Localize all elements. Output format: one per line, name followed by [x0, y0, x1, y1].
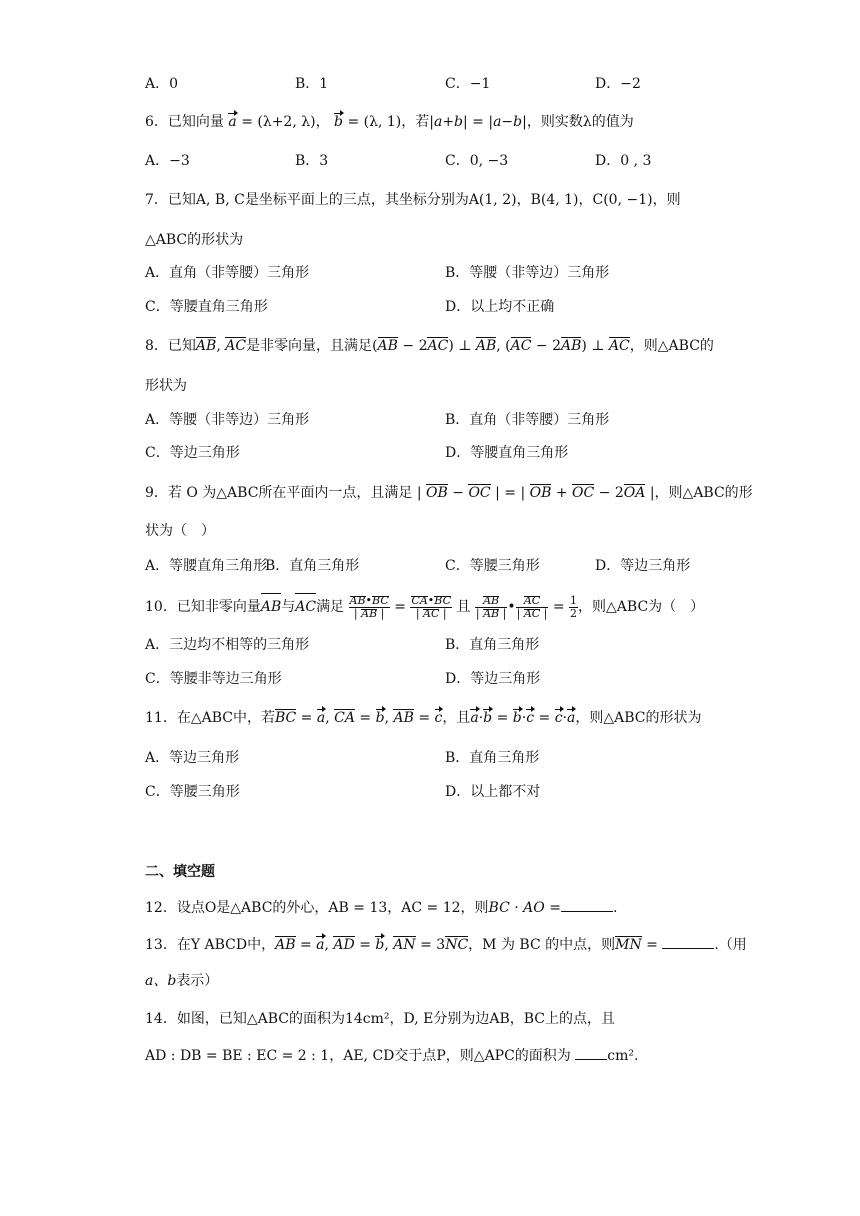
q7-stem-2: △ABC的形状为 [145, 232, 244, 248]
vector-oa: OA [623, 485, 646, 501]
q5-option-b: B．1 [295, 76, 329, 92]
q10-options-row1 [145, 635, 745, 655]
vector-ab: AB [275, 937, 296, 953]
vector-bc: BC [274, 710, 297, 726]
q6-vector-b-value: = (λ, 1) [347, 114, 402, 130]
answer-blank[interactable] [575, 1045, 607, 1060]
q8-option-d: D．等腰直角三角形 [445, 445, 569, 461]
q10-option-b: B．直角三角形 [445, 637, 540, 653]
q7-option-c: C．等腰直角三角形 [145, 299, 268, 315]
q7-options-row2 [145, 297, 745, 317]
q10-stem-text-2: 与 [281, 599, 296, 615]
q13-stem-2 [145, 971, 218, 991]
q10-option-c: C．等腰非等边三角形 [145, 671, 282, 687]
q13-vectors: a、b [145, 973, 177, 989]
vector-ac: AC [295, 592, 316, 622]
vector-oc: OC [572, 485, 595, 501]
q14-stem-end: cm². [607, 1048, 639, 1064]
q8-stem: 8．已知AB, AC是非零向量，且满足(AB − 2AC) ⊥ AB, (AC − 2AB) ⊥ AC，则△ABC的 [145, 338, 714, 354]
q6-option-b: B．3 [295, 153, 329, 169]
q7-option-d: D．以上均不正确 [445, 299, 555, 315]
q12-stem-text: 12．设点O是△ABC的外心，AB = 13，AC = 12，则 [145, 900, 489, 916]
q6-options [145, 151, 745, 171]
vector-ob: OB [426, 485, 448, 501]
q8-stem-text-2: 是非零向量，且满足 [246, 338, 373, 354]
vector-nc: NC [445, 937, 469, 953]
q13-stem-text-2: ，M 为 BC 的中点，则 [468, 937, 616, 953]
q13-stem: 13．在Y ABCD中，AB = a, AD = b, AN = 3NC，M 为 BC 的中点，则MN = .（用 [145, 934, 747, 955]
q8-stem-2: 形状为 [145, 378, 187, 394]
q8-option-b: B．直角（非等腰）三角形 [445, 412, 610, 428]
vector-ad: AD [333, 937, 355, 953]
q7-options-row1 [145, 263, 745, 283]
q14-stem-2 [145, 1045, 638, 1066]
vector-ac: AC [608, 338, 630, 354]
vector-ab: AB [561, 338, 582, 354]
q12-stem [145, 897, 617, 918]
q9-options [145, 556, 745, 576]
q11-options-row1 [145, 748, 745, 768]
q9-option-a: A．等腰直角三角形 [145, 558, 268, 574]
vector-ac: AC [510, 338, 532, 354]
q6-condition: |a+b| = |a−b| [429, 114, 527, 130]
q6-vector-a-value: = (λ+2, λ) [241, 114, 316, 130]
vector-c: c [434, 710, 443, 726]
answer-blank[interactable] [662, 934, 714, 949]
q10-options-row2 [145, 669, 745, 689]
q6-stem-text: 6．已知向量 [145, 114, 224, 130]
vector-ab: AB [261, 592, 281, 622]
fraction-3: $\frac{AB}{| AB |}$ [475, 593, 507, 620]
q9-stem-text-2: ，则△ABC的形 [654, 485, 753, 501]
q10-stem-text: 10．已知非零向量 [145, 599, 261, 615]
q7-stem: 7．已知A, B, C是坐标平面上的三点，其坐标分别为A(1, 2)，B(4, 1)，C(0, −1)，则 [145, 192, 681, 208]
q11-option-c: C．等腰三角形 [145, 784, 240, 800]
vector-ac: AC [427, 338, 449, 354]
q10-stem-text-5: ，则△ABC为（ ） [578, 599, 705, 615]
vector-ac: AC [225, 338, 247, 354]
answer-blank[interactable] [561, 897, 613, 912]
vector-ab: AB [195, 338, 217, 354]
q5-option-c: C．−1 [445, 76, 491, 92]
q5-option-a: A．0 [145, 76, 179, 92]
q6-option-d: D．0 , 3 [595, 153, 652, 169]
q8-stem-text-3: ，则△ABC的 [629, 338, 714, 354]
q7-option-a: A．直角（非等腰）三角形 [145, 265, 310, 281]
q14-stem-text: AD : DB = BE : EC = 2 : 1，AE, CD交于点P，则△APC的面积为 [145, 1048, 571, 1064]
vector-ca: CA [334, 710, 355, 726]
q11-stem-text-2: ，且 [442, 710, 471, 726]
q8-options-row1 [145, 410, 745, 430]
vector-oc: OC [468, 485, 491, 501]
q10-stem-text-4: 且 [456, 599, 471, 615]
q6-stem: 6．已知向量 a = (λ+2, λ)， b = (λ, 1)，若|a+b| = |a−b|，则实数λ的值为 [145, 114, 634, 130]
q13-stem-text: 13．在Y ABCD中， [145, 937, 276, 953]
vector-b: b [334, 114, 343, 130]
q9-stem: 9．若 O 为△ABC所在平面内一点，且满足 | OB − OC | = | OB + OC − 2OA |，则△ABC的形 [145, 485, 753, 501]
vector-ab: AB [393, 710, 414, 726]
q8-option-c: C．等边三角形 [145, 445, 240, 461]
q9-stem-2: 状为（ ） [145, 523, 215, 539]
q10-option-a: A．三边均不相等的三角形 [145, 637, 310, 653]
vector-mn: MN [615, 937, 642, 953]
q6-option-a: A．−3 [145, 153, 190, 169]
q11-option-a: A．等边三角形 [145, 750, 240, 766]
vector-b: b [375, 710, 385, 726]
q9-option-d: D．等边三角形 [595, 558, 691, 574]
q10-stem-text-3: 满足 [316, 599, 345, 615]
q9-stem-text: 9．若 O 为△ABC所在平面内一点，且满足 [145, 485, 413, 501]
q10-option-d: D．等边三角形 [445, 671, 541, 687]
q12-stem-end: . [612, 900, 618, 916]
q6-stem-text-3: ，则实数λ的值为 [526, 114, 634, 130]
vector-a: a [228, 114, 237, 130]
q13-stem-text-4: 表示） [176, 973, 219, 989]
q8-option-a: A．等腰（非等边）三角形 [145, 412, 310, 428]
vector-a: a [316, 710, 326, 726]
q6-option-c: C．0, −3 [445, 153, 509, 169]
q11-option-d: D．以上都不对 [445, 784, 541, 800]
q12-expression: BC · AO = [488, 900, 561, 916]
q5-option-d: D．−2 [595, 76, 641, 92]
vector-ab: AB [475, 338, 497, 354]
fraction-4: $\frac{AC}{| AC |}$ [516, 593, 548, 620]
q11-stem-text: 11．在△ABC中，若 [145, 710, 275, 726]
q10-stem: 10．已知非零向量AB与AC满足 $\frac{AB•BC}{| AB |}$ = $\frac{CA•BC}{| AC |}$ 且 $\frac{AB}{| AB |}$ • $\frac{AC}{| AC |}$ = $\frac{1}{2}$ ，则△ABC为（ ） [145, 592, 704, 622]
q13-stem-text-3: .（用 [714, 937, 747, 953]
q11-options-row2 [145, 782, 745, 802]
q6-stem-text-2: ，若 [401, 114, 430, 130]
q9-option-c: C．等腰三角形 [445, 558, 540, 574]
q9-option-b: B．直角三角形 [265, 558, 360, 574]
q8-options-row2 [145, 443, 745, 463]
vector-an: AN [393, 937, 416, 953]
fraction-1: $\frac{AB•BC}{| AB |}$ [349, 593, 389, 620]
vector-ob: OB [529, 485, 552, 501]
q14-stem: 14．如图，已知△ABC的面积为14cm²，D, E分别为边AB，BC上的点，且 [145, 1011, 615, 1027]
section-title: 二、填空题 [145, 864, 215, 880]
q8-stem-text: 8．已知 [145, 338, 196, 354]
q7-option-b: B．等腰（非等边）三角形 [445, 265, 610, 281]
fraction-half: $\frac{1}{2}$ [570, 593, 578, 620]
q11-stem-text-3: ，则△ABC的形状为 [575, 710, 702, 726]
q11-stem: 11．在△ABC中，若BC = a, CA = b, AB = c，且a·b = b·c = c·a，则△ABC的形状为 [145, 710, 702, 726]
fraction-2: $\frac{CA•BC}{| AC |}$ [411, 593, 451, 620]
vector-ab: AB [377, 338, 398, 354]
q11-option-b: B．直角三角形 [445, 750, 540, 766]
q5-options [145, 74, 745, 94]
